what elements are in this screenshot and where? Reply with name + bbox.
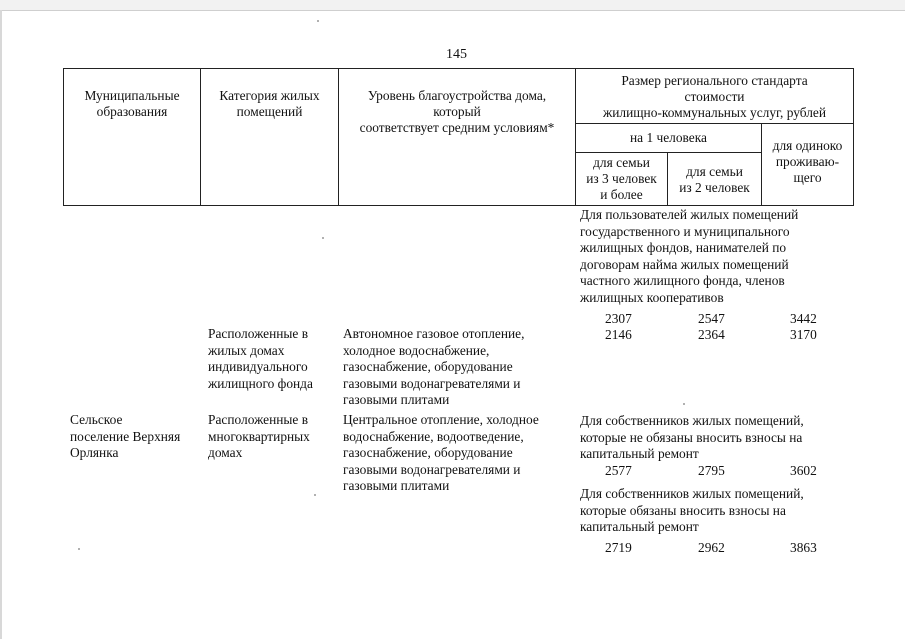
value-family2: 2962 xyxy=(698,540,725,555)
header-family3-cell xyxy=(575,152,668,206)
scan-speck xyxy=(78,548,80,550)
category-line: жилых домах xyxy=(208,342,285,358)
note-line: Для собственников жилых помещений, xyxy=(580,486,804,501)
header-level-line: соответствует средним условиям* xyxy=(359,120,555,135)
header-family2-cell xyxy=(667,152,762,206)
header-level-line: Уровень благоустройства дома, xyxy=(367,88,547,103)
header-per-person-text: на 1 человека xyxy=(630,130,707,145)
value-single: 3863 xyxy=(790,540,817,555)
scan-speck xyxy=(314,494,316,496)
category-individual-houses xyxy=(208,326,313,392)
municipality-line: Орлянка xyxy=(70,445,119,461)
level-autonomous-gas xyxy=(343,326,524,409)
header-per-person-cell xyxy=(575,123,762,153)
header-single-line: щего xyxy=(793,170,822,185)
scan-speck xyxy=(317,20,319,22)
value-family3: 2719 xyxy=(605,540,632,555)
header-size-line: стоимости xyxy=(684,89,745,104)
value-family3: 2577 xyxy=(605,463,632,478)
note-line: Для собственников жилых помещений, xyxy=(580,413,804,428)
level-central-heating xyxy=(343,412,539,495)
level-line: газовыми водонагревателями и xyxy=(343,461,521,477)
category-line: многоквартирных xyxy=(208,428,310,444)
note-users-line: договорам найма жилых помещений xyxy=(580,256,789,272)
value-single: 3602 xyxy=(790,463,817,478)
note-users xyxy=(580,207,798,307)
level-line: Автономное газовое отопление, xyxy=(343,326,525,341)
level-line: газовыми водонагревателями и xyxy=(343,375,521,391)
scan-speck xyxy=(683,403,685,405)
header-family2-line: из 2 человек xyxy=(679,180,750,195)
note-users-line: жилищных кооперативов xyxy=(580,289,724,305)
value-single: 3170 xyxy=(790,327,817,342)
header-municipal-cell xyxy=(63,68,201,206)
value-family3: 2146 xyxy=(605,327,632,342)
value-family2: 2364 xyxy=(698,327,725,342)
category-line: индивидуального xyxy=(208,359,308,375)
header-category-cell xyxy=(200,68,339,206)
value-family2: 2547 xyxy=(698,311,725,326)
header-size-line: Размер регионального стандарта xyxy=(621,73,808,88)
note-line: которые не обязаны вносить взносы на xyxy=(580,429,803,445)
header-size-line: жилищно-коммунальных услуг, рублей xyxy=(602,105,827,120)
header-single-line: проживаю- xyxy=(775,154,840,169)
level-line: водоснабжение, водоотведение, xyxy=(343,428,524,444)
header-family3-line: и более xyxy=(600,187,643,202)
municipality-line: поселение Верхняя xyxy=(70,428,181,444)
municipality-line: Сельское xyxy=(70,412,123,427)
scan-speck xyxy=(322,237,324,239)
note-users-line: государственного и муниципального xyxy=(580,223,790,239)
scan-border-top xyxy=(0,0,905,11)
header-level-line: который xyxy=(433,104,481,119)
note-owners-obliged xyxy=(580,486,804,536)
header-category-line: помещений xyxy=(236,104,303,119)
page-number: 145 xyxy=(446,47,467,62)
level-line: газовыми плитами xyxy=(343,392,450,408)
header-municipal-line: образования xyxy=(96,104,168,119)
header-family2-line: для семьи xyxy=(686,164,743,179)
header-single-line: для одиноко xyxy=(772,138,843,153)
scan-border-left xyxy=(0,10,2,639)
note-users-line: частного жилищного фонда, членов xyxy=(580,273,785,289)
level-line: газоснабжение, оборудование xyxy=(343,445,513,461)
value-single: 3442 xyxy=(790,311,817,326)
header-level-cell xyxy=(338,68,576,206)
header-municipal-line: Муниципальные xyxy=(84,88,180,103)
value-family2: 2795 xyxy=(698,463,725,478)
header-family3-line: для семьи xyxy=(593,155,650,170)
category-line: домах xyxy=(208,445,243,461)
level-line: газоснабжение, оборудование xyxy=(343,359,513,375)
level-line: холодное водоснабжение, xyxy=(343,342,490,358)
header-single-cell xyxy=(761,123,854,206)
level-line: Центральное отопление, холодное xyxy=(343,412,539,427)
header-size-cell xyxy=(575,68,854,124)
header-family3-line: из 3 человек xyxy=(586,171,657,186)
value-family3: 2307 xyxy=(605,311,632,326)
category-line: Расположенные в xyxy=(208,412,309,427)
category-apartment-buildings xyxy=(208,412,310,462)
category-line: Расположенные в xyxy=(208,326,309,341)
municipality-name xyxy=(70,412,180,462)
note-users-line: Для пользователей жилых помещений xyxy=(580,207,799,222)
category-line: жилищного фонда xyxy=(208,375,313,391)
note-line: которые обязаны вносить взносы на xyxy=(580,502,786,518)
note-owners-not-obliged xyxy=(580,413,804,463)
level-line: газовыми плитами xyxy=(343,478,450,494)
note-users-line: жилищных фондов, нанимателей по xyxy=(580,240,787,256)
note-line: капитальный ремонт xyxy=(580,446,699,462)
header-category-line: Категория жилых xyxy=(219,88,320,103)
note-line: капитальный ремонт xyxy=(580,519,699,535)
